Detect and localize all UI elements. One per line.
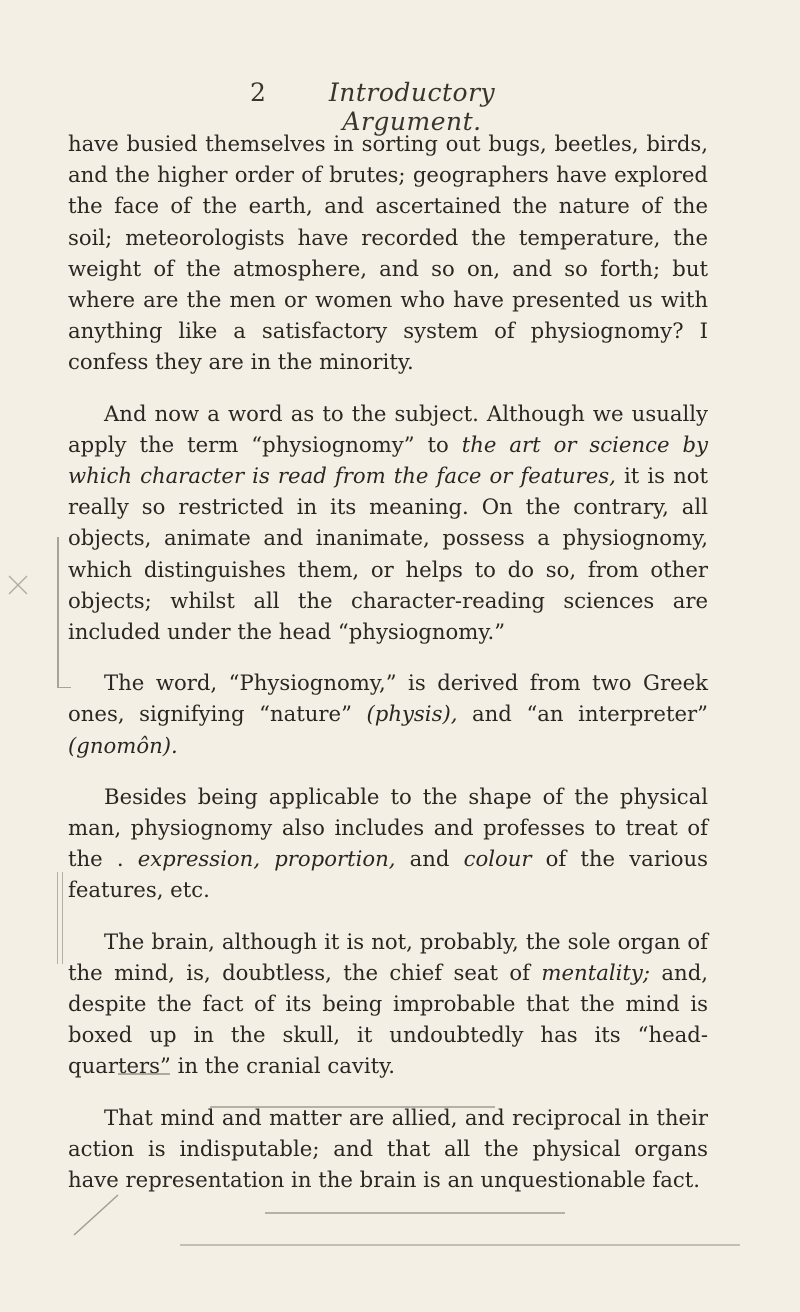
- page-header: [0, 78, 800, 136]
- italic-term: expression, proportion,: [137, 846, 396, 872]
- text-run: The word, “Physiognomy,” is derived from two Greek ones, signifying “nature”: [68, 670, 708, 727]
- text-run: And now a word as to the subject. Although we usually apply the term “physiognomy” to: [68, 400, 708, 457]
- italic-term: colour: [463, 846, 532, 872]
- text-run: The brain, although it is not, probably, the sole organ of the mind, is, doubtless, the chief seat of: [68, 928, 708, 985]
- italic-definition: the art or science by which character is read from the face or features,: [68, 431, 708, 489]
- text-run: of the various features, etc.: [68, 846, 708, 903]
- paragraph: [68, 667, 708, 761]
- text-run: it is not really so restricted in its meaning. On the contrary, all objects, animate and inanimate, possess a physiognomy, which distinguishes them, or helps to do so, from other objects; whilst all the character-reading sciences are included under the head “physiognomy.”: [68, 463, 709, 645]
- pencil-underline: [265, 1212, 565, 1214]
- text-run: and “an interpreter”: [457, 701, 708, 727]
- paragraph: [68, 128, 708, 378]
- paragraph: [68, 398, 708, 648]
- italic-term: (gnomôn).: [68, 732, 178, 758]
- italic-term: (physis),: [366, 701, 458, 727]
- paragraph: [68, 926, 708, 1082]
- paragraph: [68, 781, 708, 906]
- text-run: Besides being applicable to the shape of the physical man, physiognomy also includes and professes to treat of the .: [68, 783, 708, 872]
- text-run: That mind and matter are allied, and reciprocal in their action is indisputable; and that all the physical organs have representation in the brain is an unquestionable fact.: [68, 1104, 708, 1193]
- pencil-underline: [180, 1244, 740, 1246]
- italic-term: mentality;: [541, 959, 651, 985]
- pencil-margin-bar: [57, 872, 63, 964]
- page-number: 2: [250, 78, 266, 107]
- body-text: [68, 128, 708, 1195]
- running-title: Introductory Argument.: [328, 78, 496, 136]
- text-run: and, despite the fact of its being improbable that the mind is boxed up in the skull, it undoubtedly has its “head-quarters” in the cranial cavity.: [68, 959, 709, 1079]
- pencil-check-mark: [72, 1193, 120, 1237]
- paragraph: [68, 1102, 708, 1196]
- text-run: and: [395, 846, 464, 872]
- pencil-x-mark: [5, 572, 31, 598]
- text-run: have busied themselves in sorting out bugs, beetles, birds, and the higher order of brutes; geographers have explored the face of the earth, and ascertained the nature of the soil; meteorologists have recorded the temperature, the weight of the atmosphere, and so on, and so forth; but where are the men or women who have presented us with anything like a satisfactory system of physiognomy? I confess they are in the minority.: [68, 131, 708, 375]
